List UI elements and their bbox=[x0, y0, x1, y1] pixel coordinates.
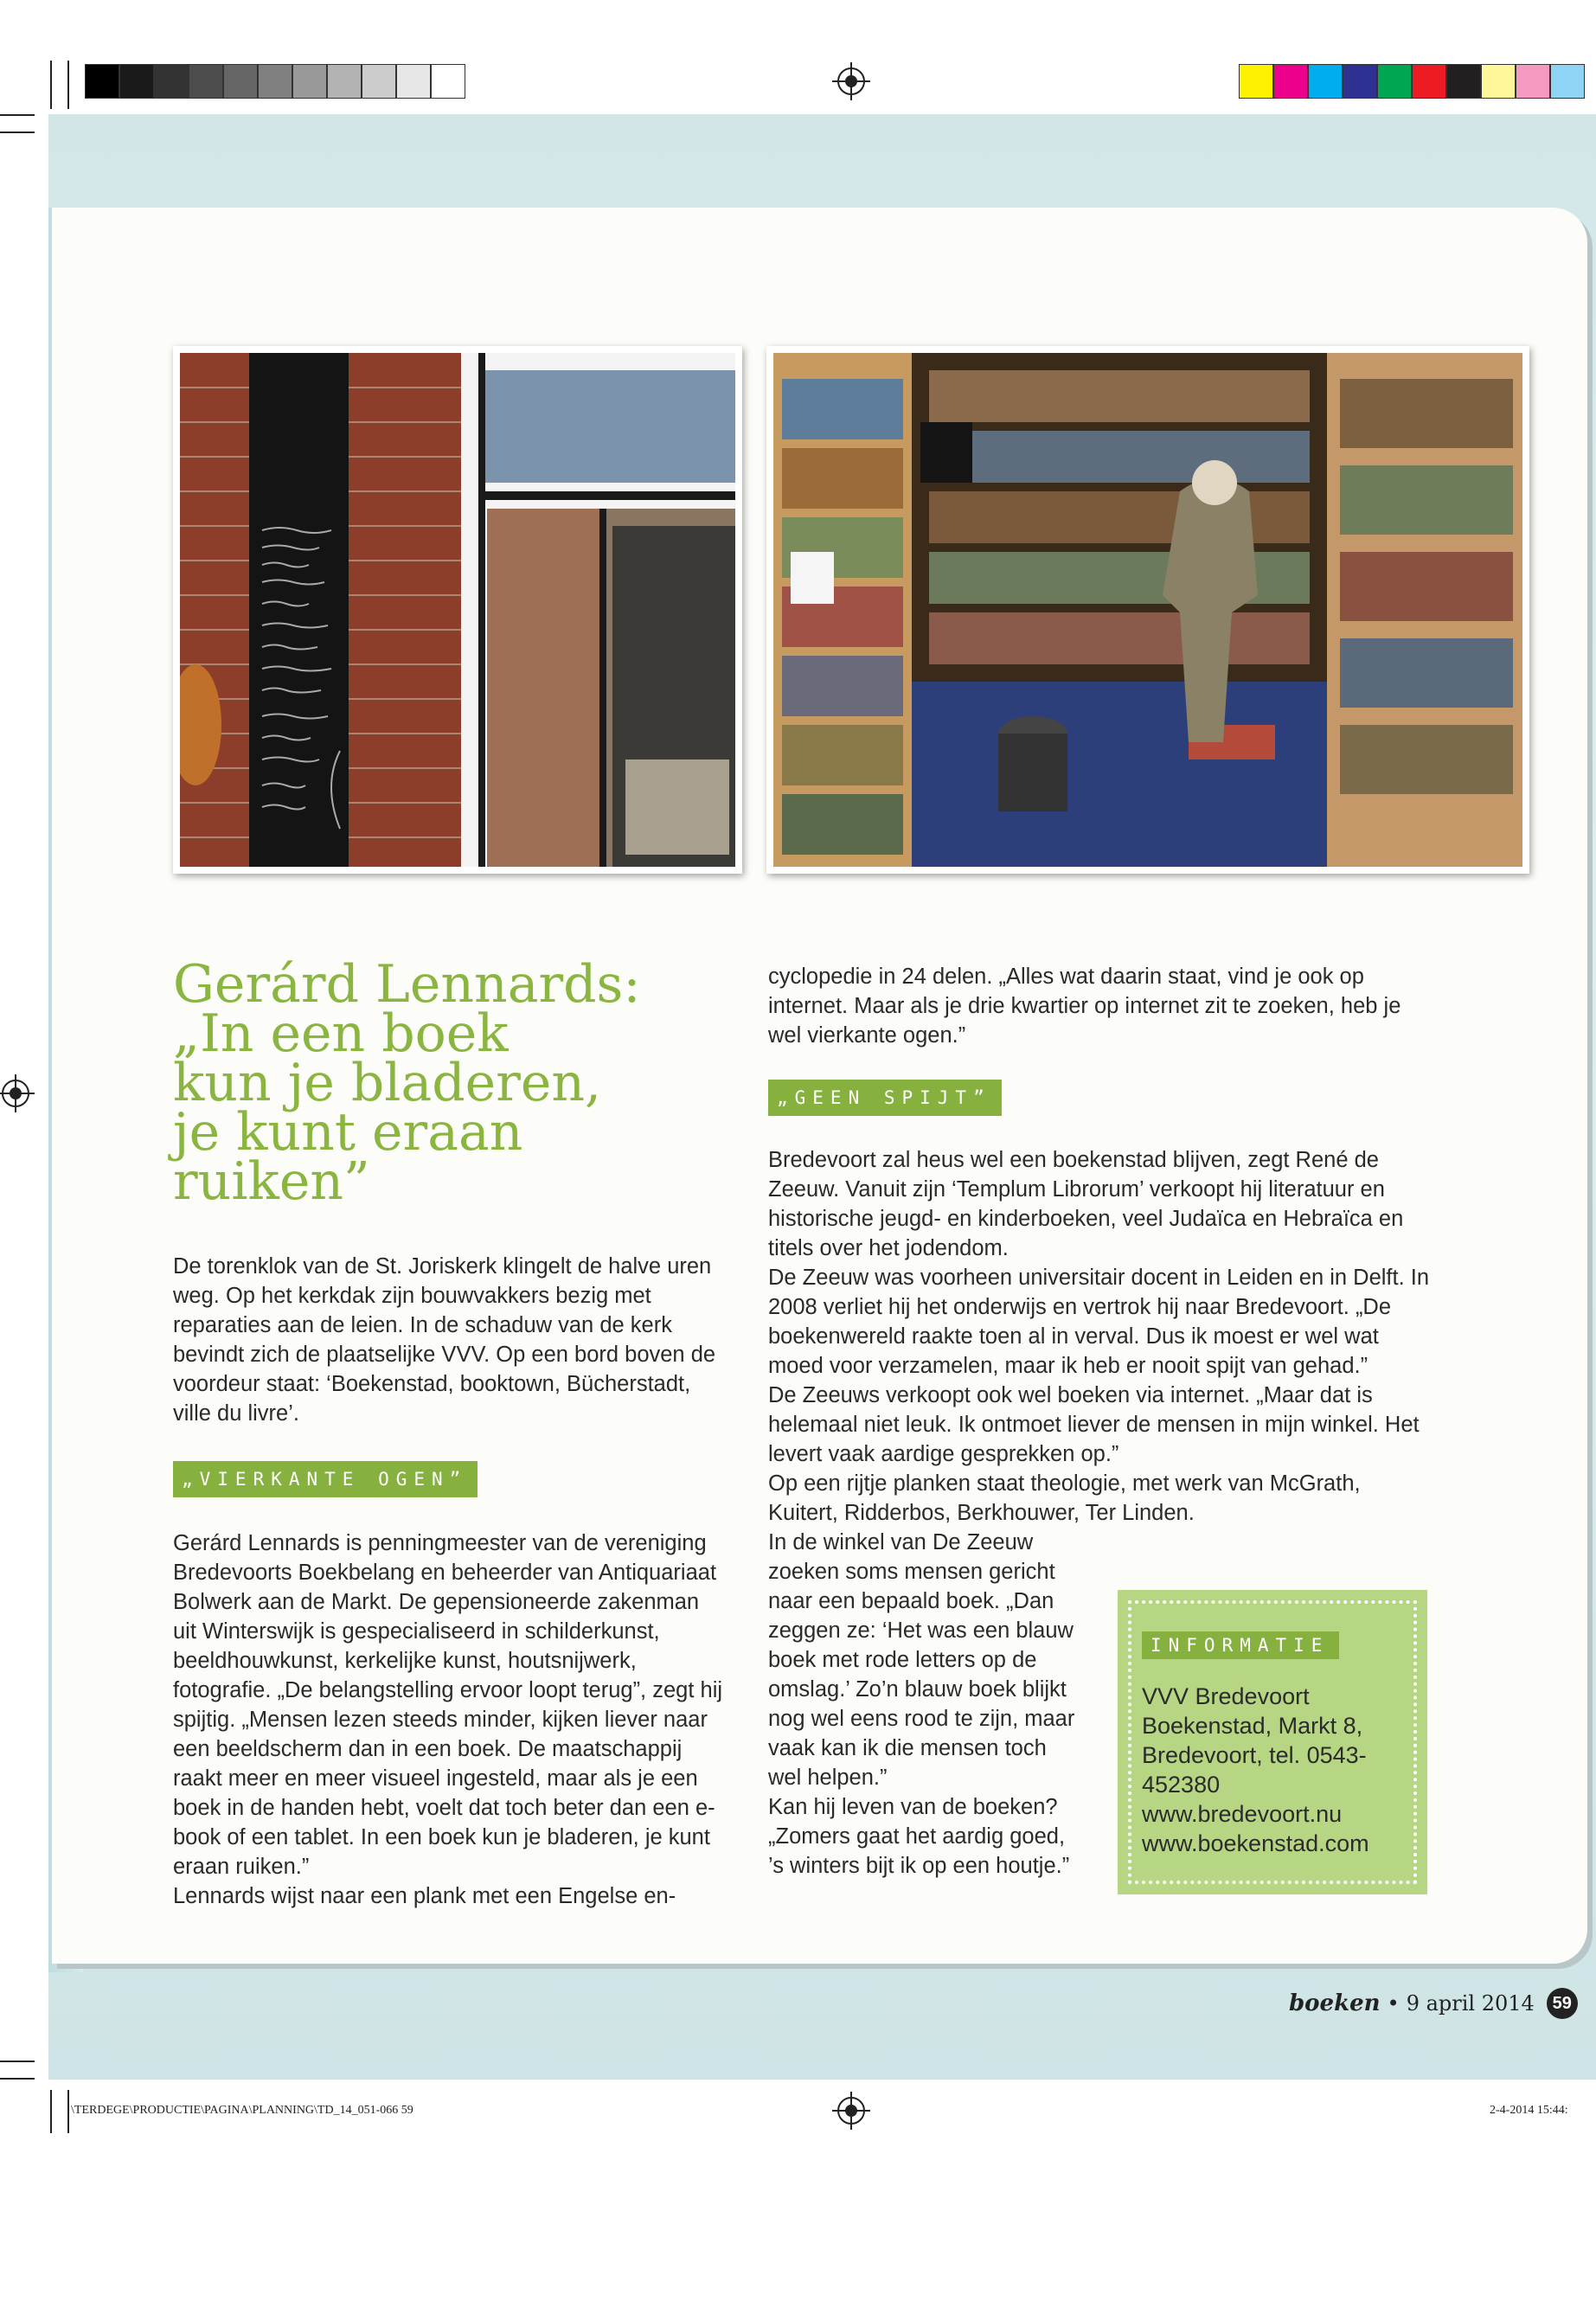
text-line: nog wel eens rood te zijn, maar bbox=[768, 1707, 1075, 1731]
article-headline bbox=[173, 954, 727, 1212]
kicker-geen-spijt: „GEEN SPIJT” bbox=[768, 1080, 1002, 1116]
color-swatch bbox=[1308, 64, 1343, 99]
photo-bookshop-interior bbox=[766, 346, 1529, 874]
body-paragraph: Gerárd Lennards is penningmeester van de vereniging Bredevoorts Boekbelang en beheerder van Antiquariaat Bolwerk aan de Markt. De gepensioneerde zakenman uit Winterswijk is gespecialiseerd in schilderkunst, beeldhouwkunst, kerkelijke kunst, houtsnijwerk, fotografie. „De belangstelling ervoor loopt terug”, zegt hij spijtig. „Mensen lezen steeds minder, kijken liever naar een beeldscherm dan in een boek. De maatschappij raakt meer en meer visueel ingesteld, maar als je een boek in de handen hebt, voelt dat toch beter dan een e-book of een tablet. In een boek kun je bladeren, je kunt eraan ruiken.” bbox=[173, 1531, 723, 1879]
grayscale-color-bar bbox=[85, 64, 465, 99]
info-box-title: INFORMATIE bbox=[1142, 1631, 1339, 1659]
text-line: wel helpen.” bbox=[768, 1766, 888, 1790]
shop-window-image bbox=[180, 353, 749, 881]
info-link: www.boekenstad.com bbox=[1142, 1830, 1369, 1856]
color-swatch bbox=[1273, 64, 1308, 99]
registration-mark-bottom bbox=[837, 2097, 865, 2125]
headline-line: kun je bladeren, bbox=[173, 1053, 602, 1113]
color-swatch bbox=[1343, 64, 1377, 99]
text-line: In de winkel van De Zeeuw bbox=[768, 1530, 1034, 1554]
headline-line: „In een boek bbox=[173, 1003, 509, 1064]
gray-swatch bbox=[396, 64, 431, 99]
text-line: zeggen ze: ‘Het was een blauw bbox=[768, 1618, 1074, 1643]
color-swatch bbox=[1412, 64, 1446, 99]
photo-shop-window bbox=[173, 346, 742, 874]
text-line: ’s winters bijt ik op een houtje.” bbox=[768, 1854, 1070, 1878]
gray-swatch bbox=[258, 64, 292, 99]
text-line: boek met rode letters op de bbox=[768, 1648, 1037, 1672]
gray-swatch bbox=[189, 64, 223, 99]
body-paragraph: Bredevoort zal heus wel een boekenstad blijven, zegt René de Zeeuw. Vanuit zijn ‘Templum Librorum’ verkoopt hij literatuur en historische jeugd- en kinderboeken, veel Judaïca en Hebraïca en titels over het jodendom. bbox=[768, 1148, 1404, 1260]
info-line: Bredevoort, tel. 0543- bbox=[1142, 1742, 1367, 1768]
page-footer bbox=[1289, 1988, 1578, 2019]
gray-swatch bbox=[223, 64, 258, 99]
info-line: Boekenstad, Markt 8, bbox=[1142, 1713, 1363, 1739]
info-line: VVV Bredevoort bbox=[1142, 1683, 1310, 1709]
slug-timestamp: 2-4-2014 15:44: bbox=[1490, 2104, 1568, 2117]
intro-paragraph: De torenklok van de St. Joriskerk klingelt de halve uren weg. Op het kerkdak zijn bouwvakkers bezig met reparaties aan de leien. In de schaduw van de kerk bevindt zich de plaatselijke VVV. Op een bord boven de voordeur staat: ‘Boekenstad, booktown, Bücherstadt, ville du livre’. bbox=[173, 1254, 716, 1426]
gray-swatch bbox=[154, 64, 189, 99]
body-paragraph-continued: Lennards wijst naar een plank met een Engelse en- bbox=[173, 1884, 676, 1908]
gray-swatch bbox=[327, 64, 362, 99]
kicker-vierkante-ogen: „VIERKANTE OGEN” bbox=[173, 1461, 478, 1497]
text-line: omslag.’ Zo’n blauw boek blijkt bbox=[768, 1677, 1067, 1702]
text-line: naar een bepaald boek. „Dan bbox=[768, 1589, 1054, 1613]
process-color-bar bbox=[1239, 64, 1585, 99]
color-swatch bbox=[1377, 64, 1412, 99]
gray-swatch bbox=[85, 64, 119, 99]
narrow-paragraph bbox=[768, 1528, 1114, 1881]
continuation-paragraph: cyclopedie in 24 delen. „Alles wat daarin staat, vind je ook op internet. Maar als je drie kwartier op internet zit te zoeken, heb je wel vierkante ogen.” bbox=[768, 965, 1401, 1048]
gray-swatch bbox=[292, 64, 327, 99]
headline-line: ruiken” bbox=[173, 1151, 370, 1212]
body-paragraph: De Zeeuw was voorheen universitair docent in Leiden en in Delft. In 2008 verliet hij het onderwijs en vertrok hij naar Bredevoort. „De boekenwereld raakte toen al in verval. Dus ik moest er wel wat moed voor verzamelen, maar ik heb er nooit spijt van gehad.” bbox=[768, 1266, 1430, 1378]
headline-line: je kunt eraan bbox=[173, 1102, 523, 1163]
page-number-badge: 59 bbox=[1547, 1988, 1578, 2019]
gray-swatch bbox=[431, 64, 465, 99]
text-line: vaak kan ik die mensen toch bbox=[768, 1736, 1047, 1760]
color-swatch bbox=[1550, 64, 1585, 99]
text-line: „Zomers gaat het aardig goed, bbox=[768, 1824, 1066, 1849]
registration-mark-left bbox=[2, 1080, 29, 1107]
color-swatch bbox=[1239, 64, 1273, 99]
left-column bbox=[173, 1252, 727, 1911]
info-line: 452380 bbox=[1142, 1772, 1221, 1798]
body-paragraph: Op een rijtje planken staat theologie, met werk van McGrath, Kuitert, Ridderbos, Berkhouwer, Ter Linden. bbox=[768, 1471, 1361, 1525]
magazine-brand: boeken bbox=[1289, 1990, 1381, 2016]
slug-path: \TERDEGE\PRODUCTIE\PAGINA\PLANNING\TD_14_051-066 59 bbox=[71, 2104, 413, 2117]
info-box bbox=[1118, 1590, 1427, 1894]
body-paragraph: De Zeeuws verkoopt ook wel boeken via internet. „Maar dat is helemaal niet leuk. Ik ontmoet liever de mensen in mijn winkel. Het levert vaak aardige gesprekken op.” bbox=[768, 1383, 1420, 1466]
headline-line: Gerárd Lennards: bbox=[173, 954, 641, 1015]
issue-date: 9 april 2014 bbox=[1406, 1991, 1535, 2016]
gray-swatch bbox=[119, 64, 154, 99]
bookshop-interior-image bbox=[773, 353, 1536, 881]
info-link: www.bredevoort.nu bbox=[1142, 1801, 1343, 1827]
bullet-separator: • bbox=[1387, 1991, 1400, 2016]
info-box-text bbox=[1142, 1682, 1413, 1858]
registration-mark-top bbox=[837, 67, 865, 95]
text-line: Kan hij leven van de boeken? bbox=[768, 1795, 1058, 1819]
gray-swatch bbox=[362, 64, 396, 99]
text-line: zoeken soms mensen gericht bbox=[768, 1560, 1055, 1584]
color-swatch bbox=[1516, 64, 1550, 99]
color-swatch bbox=[1481, 64, 1516, 99]
color-swatch bbox=[1446, 64, 1481, 99]
